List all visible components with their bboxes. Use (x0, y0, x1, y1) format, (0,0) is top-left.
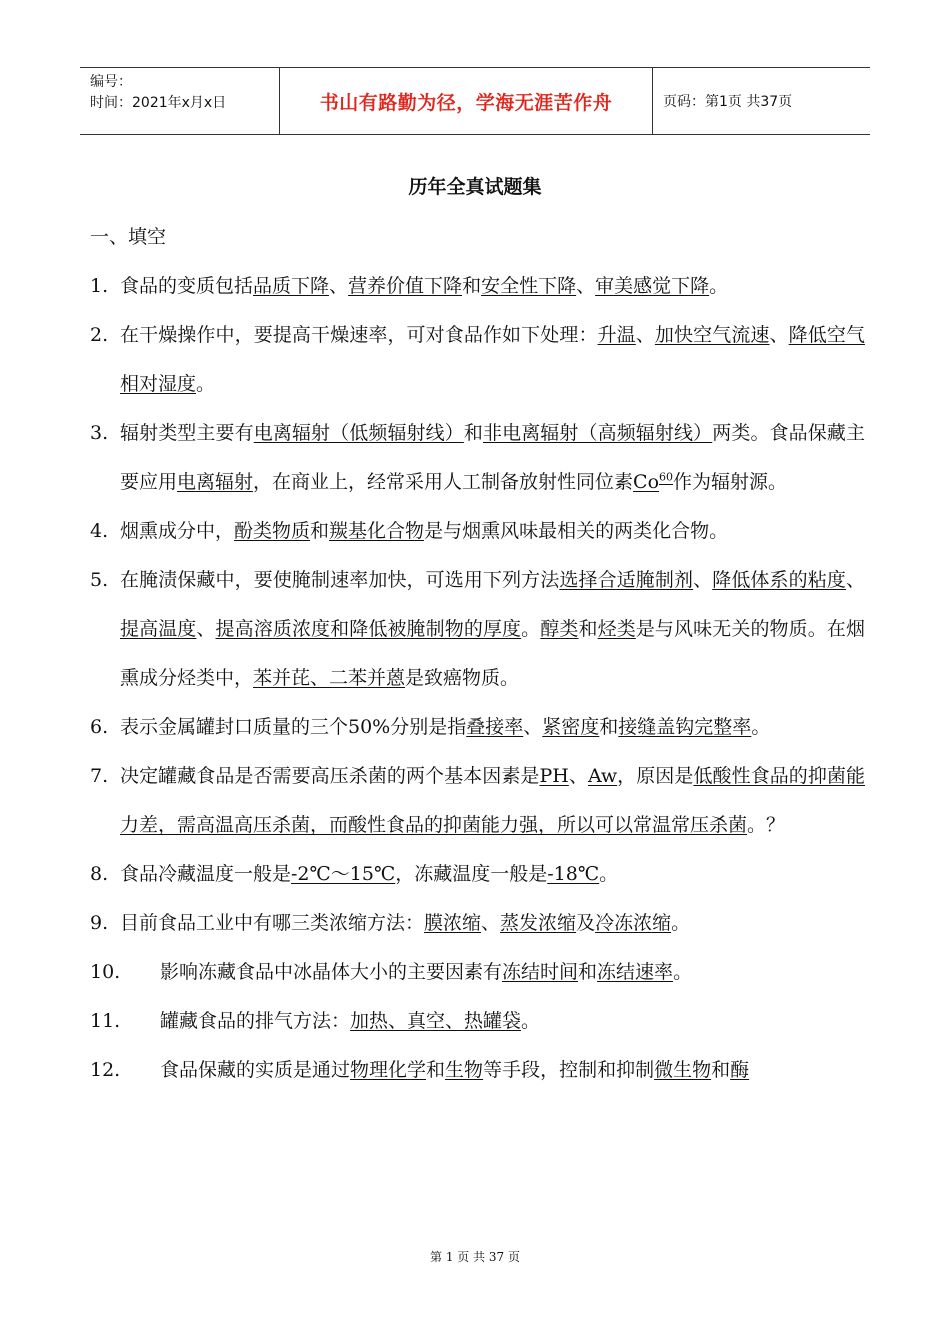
question-item (90, 262, 865, 311)
question-text: 、 (845, 569, 865, 591)
question-number: 3. (90, 422, 109, 444)
answer-text: 羰基化合物 (329, 520, 425, 542)
question-number: 9. (90, 912, 109, 934)
answer-text: 降低空气相对湿度 (120, 324, 865, 395)
answer-text: 冻结时间 (502, 961, 579, 983)
question-item (90, 948, 865, 997)
question-text: 、 (568, 765, 588, 787)
question-text: 。 (521, 618, 541, 640)
question-text: 和 (578, 618, 598, 640)
section-heading: 一、填空 (90, 226, 167, 248)
answer-text: 电离辐射 (177, 471, 254, 493)
answer-text: 品质下降 (253, 275, 330, 297)
question-text: 是与烟熏风味最相关的两类化合物。 (424, 520, 729, 542)
question-item (90, 997, 865, 1046)
question-item (90, 703, 865, 752)
question-text: 食品冷藏温度一般是 (120, 863, 292, 885)
answer-text: 冻结速率 (597, 961, 674, 983)
page-footer: 第 1 页 共 37 页 (430, 1250, 520, 1264)
question-number: 7. (90, 765, 109, 787)
question-number: 2. (90, 324, 109, 346)
question-text: 、 (769, 324, 789, 346)
question-text: 和 (310, 520, 330, 542)
motto: 书山有路勤为径，学海无涯苦作舟 (319, 91, 613, 114)
question-text: 和 (578, 961, 598, 983)
answer-text: 紧密度 (542, 716, 600, 738)
answer-text: 烃类 (597, 618, 636, 640)
answer-text: 叠接率 (466, 716, 524, 738)
question-text: 和 (599, 716, 619, 738)
question-number: 6. (90, 716, 109, 738)
question-number: 12. (90, 1059, 121, 1081)
answer-text: 微生物 (654, 1059, 712, 1081)
question-text: 是与风味无关的物质。在烟熏成分烃类中， (120, 618, 865, 689)
time-label: 时间：2021年x月x日 (90, 95, 227, 111)
document-title: 历年全真试题集 (408, 176, 542, 198)
answer-text: PH (539, 765, 569, 787)
header-table (80, 67, 870, 135)
question-text: 和 (462, 275, 482, 297)
answer-text: 加快空气流速 (654, 324, 770, 346)
header-meta-cell (80, 68, 280, 134)
question-text: 作为辐射源。 (673, 471, 788, 493)
answer-text: 膜浓缩 (424, 912, 482, 934)
question-text: 、 (576, 275, 596, 297)
answer-text: 60 (659, 470, 674, 484)
question-text: ，冻藏温度一般是 (395, 863, 548, 885)
question-number: 11. (90, 1010, 121, 1032)
answer-text: 酶 (730, 1059, 750, 1081)
question-text: 和 (426, 1059, 446, 1081)
answer-text: 蒸发浓缩 (500, 912, 577, 934)
question-text: 辐射类型主要有 (120, 422, 254, 444)
question-text: 。 (709, 275, 729, 297)
header-page-cell (653, 68, 870, 134)
question-item (90, 899, 865, 948)
question-text: 在干燥操作中，要提高干燥速率，可对食品作如下处理： (120, 324, 598, 346)
answer-text: 接缝盖钩完整率 (618, 716, 752, 738)
question-text: 食品的变质包括 (120, 275, 254, 297)
question-text: 。？ (747, 814, 786, 836)
question-item (90, 409, 865, 507)
question-text: 、 (196, 618, 216, 640)
question-text: 在腌渍保藏中，要使腌制速率加快，可选用下列方法 (120, 569, 560, 591)
question-text: 、 (329, 275, 349, 297)
answer-text: 降低体系的粘度 (712, 569, 846, 591)
question-text: 。 (196, 373, 216, 395)
answer-text: 苯并芘、二苯并蒽 (253, 667, 406, 689)
answer-text: -2℃～15℃ (291, 863, 396, 885)
question-text: 。 (751, 716, 771, 738)
page-info: 页码：第1页 共37页 (663, 94, 793, 110)
question-text: 、 (693, 569, 713, 591)
question-item (90, 850, 865, 899)
question-text: 。 (521, 1010, 541, 1032)
answer-text: 生物 (445, 1059, 484, 1081)
question-text: 。 (671, 912, 691, 934)
question-number: 8. (90, 863, 109, 885)
answer-text: Aw (587, 765, 618, 787)
question-text: 、 (481, 912, 501, 934)
answer-text: Co (633, 471, 660, 493)
answer-text: 选择合适腌制剂 (559, 569, 694, 591)
question-text: 两类。食品保藏主要应用 (120, 422, 865, 493)
question-text: 烟熏成分中， (120, 520, 235, 542)
answer-text: 审美感觉下降 (595, 275, 710, 297)
answer-text: 加热、真空、热罐袋 (350, 1010, 522, 1032)
question-text: 决定罐藏食品是否需要高压杀菌的两个基本因素是 (120, 765, 540, 787)
answer-text: 安全性下降 (481, 275, 577, 297)
answer-text: 物理化学 (350, 1059, 427, 1081)
question-text: 表示金属罐封口质量的三个50%分别是指 (120, 716, 467, 738)
number-label: 编号： (90, 74, 132, 90)
question-text: 和 (711, 1059, 731, 1081)
question-item (90, 556, 865, 703)
header-motto-cell (280, 68, 653, 134)
question-text: 、 (523, 716, 543, 738)
answer-text: 提高溶质浓度和降低被腌制物的厚度 (215, 618, 522, 640)
question-text: 、 (635, 324, 655, 346)
answer-text: 低酸性食品的抑菌能力差，需高温高压杀菌，而酸性食品的抑菌能力强，所以可以常温常压杀菌 (120, 765, 865, 836)
question-text: ，原因是 (617, 765, 694, 787)
answer-text: -18℃ (547, 863, 600, 885)
question-text: ，在商业上，经常采用人工制备放射性同位素 (253, 471, 634, 493)
question-text: 食品保藏的实质是通过 (160, 1059, 351, 1081)
question-text: 。 (599, 863, 619, 885)
question-item (90, 1046, 865, 1095)
answer-text: 醇类 (540, 618, 579, 640)
question-item (90, 752, 865, 850)
question-text: 。 (673, 961, 693, 983)
answer-text: 非电离辐射（高频辐射线） (482, 422, 713, 444)
answer-text: 营养价值下降 (348, 275, 463, 297)
answer-text: 电离辐射（低频辐射线） (253, 422, 464, 444)
question-number: 4. (90, 520, 109, 542)
question-item (90, 311, 865, 409)
question-number: 10. (90, 961, 121, 983)
question-text: 及 (576, 912, 596, 934)
question-item (90, 507, 865, 556)
question-text: 罐藏食品的排气方法： (160, 1010, 351, 1032)
question-list (90, 262, 865, 1095)
question-text: 目前食品工业中有哪三类浓缩方法： (120, 912, 425, 934)
question-number: 5. (90, 569, 109, 591)
question-text: 和 (463, 422, 483, 444)
question-text: 等手段，控制和抑制 (483, 1059, 655, 1081)
answer-text: 冷冻浓缩 (595, 912, 672, 934)
question-number: 1. (90, 275, 109, 297)
question-text: 是致癌物质。 (405, 667, 520, 689)
answer-text: 提高温度 (120, 618, 197, 640)
question-text: 影响冻藏食品中冰晶体大小的主要因素有 (160, 961, 503, 983)
answer-text: 酚类物质 (234, 520, 311, 542)
answer-text: 升温 (597, 324, 636, 346)
